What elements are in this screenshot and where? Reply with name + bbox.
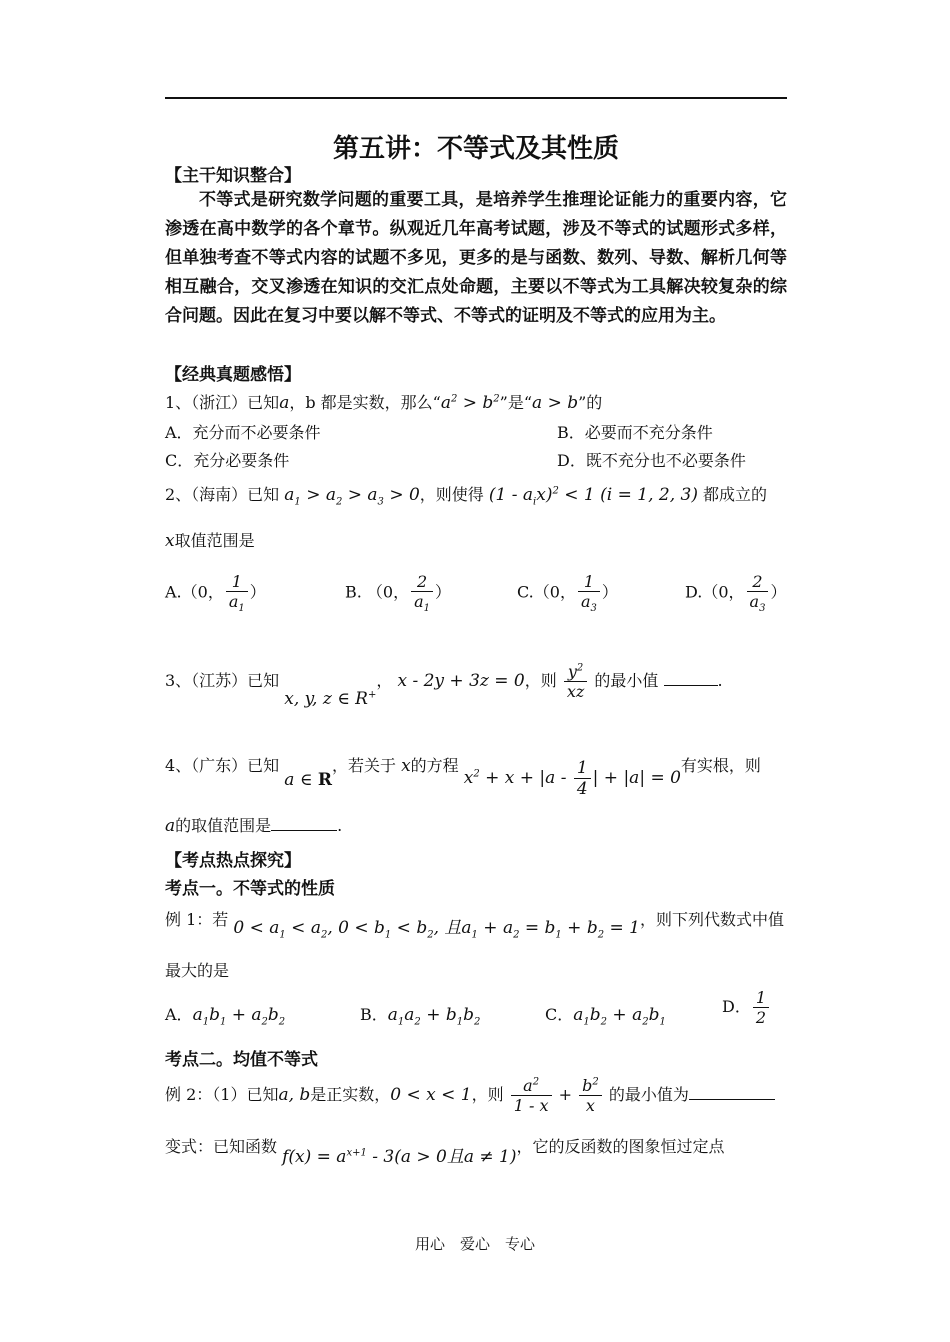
math-xyz-in-r: x, y, z ∈ R+	[284, 689, 377, 709]
q4-line2: a的取值范围是 .	[165, 816, 343, 836]
q2-option-d: D.（0， $\frac{2}{a_3}$ ）	[685, 572, 787, 615]
math-a-gt-b: a > b	[532, 393, 579, 413]
intro-paragraph	[165, 186, 787, 331]
ex1-option-b: B．$a_1a_2 + b_1b_2$	[360, 1005, 481, 1028]
answer-blank[interactable]	[271, 830, 337, 831]
example-2: 例 2：（1）已知a, b是正实数，0 < x < 1，则 $\frac{a^2}{1 - x}$ + $\frac{b^2}{x}$ 的最小值为	[165, 1076, 775, 1115]
question-1: 1、（浙江）已知a，b 都是实数，那么“$a^2 > b^2$”是“a > b”的	[165, 393, 603, 413]
answer-blank[interactable]	[664, 685, 718, 686]
ex1-option-a: A．$a_1b_1 + a_2b_2$	[165, 1005, 286, 1028]
math-constraint: x - 2y + 3z = 0	[397, 671, 525, 691]
math-function-def: $f(x) = a^{x+1} - 3(a > 0$且a ≠ 1)	[282, 1147, 517, 1167]
q1-option-d: D．既不充分也不必要条件	[557, 451, 746, 470]
q2-option-a: A.（0， $\frac{1}{a_1}$ ）	[165, 572, 266, 615]
page-footer: 用心 爱心 专心	[414, 1235, 535, 1253]
section-heading-classic-problems: 【经典真题感悟】	[165, 365, 301, 385]
math-equation: $x^2 + x + |a$ - $\frac{1}{4}$ | + |a| = 0	[463, 758, 681, 799]
q2-line2: x取值范围是	[165, 531, 255, 551]
intro-text: 不等式是研究数学问题的重要工具，是培养学生推理论证能力的重要内容，它渗透在高中数学的各个章节。纵观近几年高考试题，涉及不等式的试题形式多样，但单独考查不等式内容的试题不多见，更多的是与函数、数列、导数、解析几何等相互融合，交叉渗透在知识的交汇点处命题，主要以不等式为工具解决较复杂的综合问题。因此在复习中要以解不等式、不等式的证明及不等式的应用为主。	[165, 190, 787, 326]
q2-option-c: C.（0， $\frac{1}{a_3}$ ）	[517, 572, 618, 615]
q1-option-a: A．充分而不必要条件	[165, 423, 321, 442]
math-a2-gt-b2: $a^2 > b^2$	[440, 393, 500, 413]
topic-1-heading: 考点一。不等式的性质	[165, 879, 335, 899]
example-2-variant: 变式：已知函数 $f(x) = a^{x+1} - 3(a > 0$且a ≠ 1)，它的反函数的图象恒过定点	[165, 1137, 725, 1167]
math-inequality-condition: $(1 - a_ix)^2 < 1$ (i = 1, 2, 3)	[488, 485, 698, 508]
answer-blank[interactable]	[689, 1099, 775, 1100]
math-ex1-condition: $0 < a_1 < a_2$, $0 < b_1 < b_2$, 且$a_1 + a_2 = b_1 + b_2 = 1$	[233, 918, 640, 941]
q2-option-b: B. （0， $\frac{2}{a_1}$ ）	[345, 572, 452, 615]
section-heading-main-knowledge: 【主干知识整合】	[165, 166, 301, 186]
ex1-option-c: C．$a_1b_2 + a_2b_1$	[545, 1005, 666, 1028]
math-a1-gt-a2-gt-a3: $a_1 > a_2 > a_3 > 0$	[284, 485, 420, 508]
question-4: 4、（广东）已知 a ∈ R，若关于 x的方程 $x^2 + x + |a$ - $\frac{1}{4}$ | + |a| = 0有实根，则	[165, 756, 761, 799]
example-1: 例 1：若 $0 < a_1 < a_2$, $0 < b_1 < b_2$, 且$a_1 + a_2 = b_1 + b_2 = 1$，则下列代数式中值	[165, 910, 784, 941]
ex1-line2: 最大的是	[165, 961, 230, 980]
question-2: 2、（海南）已知 $a_1 > a_2 > a_3 > 0$，则使得 $(1 - a_ix)^2 < 1$ (i = 1, 2, 3) 都成立的	[165, 485, 768, 508]
section-heading-hotspots: 【考点热点探究】	[165, 851, 301, 871]
question-3: 3、（江苏）已知 x, y, z ∈ R+， x - 2y + 3z = 0，则 $\frac{y^2}{xz}$ 的最小值 .	[165, 662, 723, 709]
q1-option-b: B．必要而不充分条件	[557, 423, 713, 442]
math-a: a	[279, 393, 290, 413]
q1-option-c: C．充分必要条件	[165, 451, 290, 470]
math-a-in-R: a ∈ R	[284, 770, 332, 790]
page-title: 第五讲：不等式及其性质	[332, 134, 619, 164]
ex1-option-d: D． $\frac{1}{2}$	[722, 988, 771, 1027]
header-rule	[165, 97, 787, 99]
topic-2-heading: 考点二。均值不等式	[165, 1050, 318, 1070]
